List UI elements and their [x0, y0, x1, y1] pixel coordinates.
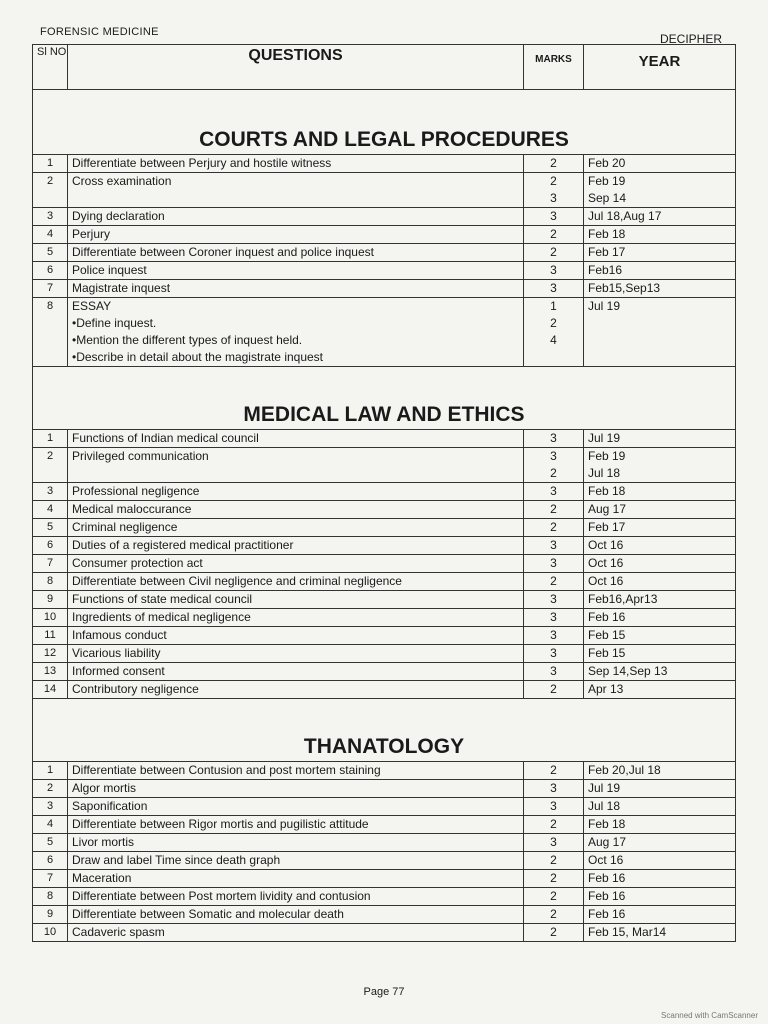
question-cell [68, 173, 524, 208]
question-line: Differentiate between Post mortem lividity and contusion [72, 889, 371, 903]
table-row [33, 762, 736, 780]
question-cell [68, 888, 524, 906]
marks-line: 2 [550, 466, 557, 480]
marks-cell [524, 244, 584, 262]
marks-line: 3 [550, 556, 557, 570]
year-line: Aug 17 [588, 502, 627, 516]
question-cell [68, 834, 524, 852]
marks-line: 3 [550, 449, 557, 463]
question-cell [68, 483, 524, 501]
page-number: Page 77 [363, 986, 405, 998]
marks-line: 3 [550, 628, 557, 642]
question-line: Infamous conduct [72, 628, 167, 642]
year-line: Oct 16 [588, 574, 624, 588]
year-cell [584, 555, 736, 573]
question-line: Perjury [72, 227, 111, 241]
year-line: Sep 14,Sep 13 [588, 664, 668, 678]
year-cell [584, 262, 736, 280]
question-cell [68, 780, 524, 798]
question-line: Magistrate inquest [72, 281, 171, 295]
year-line: Oct 16 [588, 538, 624, 552]
year-line: Jul 19 [588, 299, 621, 313]
year-line: Feb 19 [588, 174, 626, 188]
question-line: ESSAY [72, 299, 112, 313]
question-cell [68, 681, 524, 699]
question-line: Livor mortis [72, 835, 135, 849]
year-cell [584, 173, 736, 208]
year-line: Jul 18,Aug 17 [588, 209, 662, 223]
question-cell [68, 298, 524, 367]
serial-number: 14 [33, 681, 68, 699]
question-line: Vicarious liability [72, 646, 161, 660]
year-line: Oct 16 [588, 853, 624, 867]
year-line: Feb 15 [588, 628, 626, 642]
marks-line: 2 [550, 871, 557, 885]
year-line: Feb 20 [588, 156, 626, 170]
marks-header: MARKS [524, 45, 584, 90]
marks-cell [524, 798, 584, 816]
serial-number: 10 [33, 609, 68, 627]
subject-title: FORENSIC MEDICINE [40, 26, 159, 38]
year-cell [584, 483, 736, 501]
table-row [33, 906, 736, 924]
marks-line: 2 [550, 227, 557, 241]
year-line: Feb15,Sep13 [588, 281, 661, 295]
serial-number: 11 [33, 627, 68, 645]
question-line: Differentiate between Civil negligence and criminal negligence [72, 574, 402, 588]
marks-line: 3 [550, 781, 557, 795]
table-row [33, 519, 736, 537]
question-cell [68, 762, 524, 780]
serial-number: 8 [33, 573, 68, 591]
question-cell [68, 816, 524, 834]
year-line: Feb 15, Mar14 [588, 925, 667, 939]
question-cell [68, 448, 524, 483]
questions-header: QUESTIONS [68, 45, 524, 90]
year-cell [584, 888, 736, 906]
year-cell [584, 519, 736, 537]
marks-cell [524, 816, 584, 834]
year-line: Jul 18 [588, 799, 621, 813]
question-line: Professional negligence [72, 484, 200, 498]
table-row [33, 852, 736, 870]
marks-line: 2 [550, 763, 557, 777]
year-header: YEAR [584, 45, 736, 90]
table-row [33, 501, 736, 519]
question-line: Criminal negligence [72, 520, 178, 534]
question-line: Privileged communication [72, 449, 209, 463]
question-cell [68, 906, 524, 924]
question-cell [68, 609, 524, 627]
serial-number: 6 [33, 852, 68, 870]
marks-cell [524, 173, 584, 208]
serial-number: 4 [33, 816, 68, 834]
serial-number: 1 [33, 155, 68, 173]
year-line: Feb 16 [588, 871, 626, 885]
question-line: Saponification [72, 799, 148, 813]
year-line: Aug 17 [588, 835, 627, 849]
question-line: Informed consent [72, 664, 165, 678]
question-cell [68, 924, 524, 942]
marks-cell [524, 852, 584, 870]
serial-number: 10 [33, 924, 68, 942]
serial-number: 3 [33, 208, 68, 226]
question-line: Consumer protection act [72, 556, 203, 570]
table-row [33, 537, 736, 555]
year-cell [584, 208, 736, 226]
marks-line: 3 [550, 799, 557, 813]
table-row [33, 298, 736, 367]
question-cell [68, 280, 524, 298]
serial-number: 1 [33, 762, 68, 780]
marks-line: 3 [550, 664, 557, 678]
year-line: Oct 16 [588, 556, 624, 570]
marks-line: 3 [550, 281, 557, 295]
table-row [33, 448, 736, 483]
year-line: Feb16,Apr13 [588, 592, 658, 606]
year-cell [584, 906, 736, 924]
question-line: Functions of Indian medical council [72, 431, 259, 445]
question-cell [68, 226, 524, 244]
year-cell [584, 816, 736, 834]
question-line: Medical maloccurance [72, 502, 192, 516]
marks-line: 2 [550, 817, 557, 831]
year-cell [584, 298, 736, 367]
year-line: Jul 19 [588, 431, 621, 445]
table-row [33, 173, 736, 208]
marks-cell [524, 780, 584, 798]
marks-cell [524, 663, 584, 681]
question-line: Differentiate between Perjury and hostile witness [72, 156, 332, 170]
question-cell [68, 573, 524, 591]
table-row [33, 155, 736, 173]
marks-line: 3 [550, 431, 557, 445]
year-cell [584, 226, 736, 244]
marks-line: 2 [550, 853, 557, 867]
question-line: Differentiate between Rigor mortis and pugilistic attitude [72, 817, 369, 831]
marks-line: 2 [550, 174, 557, 188]
year-cell [584, 501, 736, 519]
question-line: Functions of state medical council [72, 592, 253, 606]
marks-cell [524, 483, 584, 501]
year-cell [584, 244, 736, 262]
table-row [33, 430, 736, 448]
question-cell [68, 591, 524, 609]
question-table-container [32, 44, 736, 942]
serial-number: 2 [33, 780, 68, 798]
year-cell [584, 430, 736, 448]
table-row [33, 483, 736, 501]
question-cell [68, 501, 524, 519]
table-row [33, 870, 736, 888]
year-cell [584, 448, 736, 483]
marks-cell [524, 924, 584, 942]
serial-number: 13 [33, 663, 68, 681]
serial-number: 9 [33, 906, 68, 924]
year-line: Feb 16 [588, 889, 626, 903]
marks-line: 2 [550, 574, 557, 588]
year-line: Feb 19 [588, 449, 626, 463]
marks-cell [524, 555, 584, 573]
marks-line: 3 [550, 484, 557, 498]
marks-line: 2 [550, 316, 557, 330]
marks-cell [524, 430, 584, 448]
year-line: Feb 17 [588, 520, 626, 534]
serial-number: 1 [33, 430, 68, 448]
serial-number: 7 [33, 870, 68, 888]
serial-number: 6 [33, 537, 68, 555]
marks-line: 3 [550, 592, 557, 606]
serial-number: 2 [33, 173, 68, 208]
question-line: •Mention the different types of inquest held. [72, 333, 303, 347]
marks-line: 2 [550, 682, 557, 696]
table-row [33, 609, 736, 627]
question-line: Police inquest [72, 263, 147, 277]
marks-cell [524, 834, 584, 852]
marks-line: 3 [550, 191, 557, 205]
marks-line: 2 [550, 245, 557, 259]
marks-cell [524, 208, 584, 226]
marks-line: 2 [550, 889, 557, 903]
marks-cell [524, 645, 584, 663]
serial-number: 4 [33, 226, 68, 244]
serial-number: 6 [33, 262, 68, 280]
marks-line: 4 [550, 333, 557, 347]
year-cell [584, 280, 736, 298]
question-cell [68, 262, 524, 280]
year-cell [584, 537, 736, 555]
question-line: •Define inquest. [72, 316, 157, 330]
question-line: Duties of a registered medical practitioner [72, 538, 294, 552]
question-cell [68, 627, 524, 645]
table-row [33, 780, 736, 798]
question-cell [68, 852, 524, 870]
year-cell [584, 609, 736, 627]
year-line: Apr 13 [588, 682, 624, 696]
serial-number: 8 [33, 298, 68, 367]
table-row [33, 280, 736, 298]
marks-cell [524, 448, 584, 483]
table-row [33, 663, 736, 681]
year-cell [584, 591, 736, 609]
question-line: Differentiate between Coroner inquest and police inquest [72, 245, 374, 259]
marks-line: 2 [550, 925, 557, 939]
year-line: Feb16 [588, 263, 623, 277]
marks-cell [524, 591, 584, 609]
marks-cell [524, 870, 584, 888]
scanner-watermark: Scanned with CamScanner [661, 1011, 758, 1020]
table-row [33, 816, 736, 834]
year-cell [584, 834, 736, 852]
year-line: Feb 20,Jul 18 [588, 763, 661, 777]
table-row [33, 798, 736, 816]
marks-line: 3 [550, 538, 557, 552]
year-cell [584, 798, 736, 816]
year-line: Feb 16 [588, 907, 626, 921]
marks-line: 2 [550, 520, 557, 534]
serial-number: 5 [33, 244, 68, 262]
section-title: COURTS AND LEGAL PROCEDURES [33, 90, 736, 155]
question-line: Dying declaration [72, 209, 165, 223]
marks-cell [524, 537, 584, 555]
year-line: Sep 14 [588, 191, 627, 205]
serial-number: 4 [33, 501, 68, 519]
question-cell [68, 430, 524, 448]
section-title: MEDICAL LAW AND ETHICS [33, 367, 736, 430]
year-cell [584, 663, 736, 681]
year-line: Jul 18 [588, 466, 621, 480]
year-cell [584, 780, 736, 798]
section-title-row [33, 699, 736, 762]
marks-cell [524, 226, 584, 244]
question-line: Draw and label Time since death graph [72, 853, 281, 867]
marks-cell [524, 573, 584, 591]
marks-line: 2 [550, 156, 557, 170]
year-line: Jul 19 [588, 781, 621, 795]
year-line: Feb 17 [588, 245, 626, 259]
question-cell [68, 870, 524, 888]
serial-number: 3 [33, 798, 68, 816]
serial-number: 3 [33, 483, 68, 501]
year-line: Feb 16 [588, 610, 626, 624]
year-cell [584, 924, 736, 942]
question-line: Cross examination [72, 174, 172, 188]
marks-cell [524, 298, 584, 367]
marks-cell [524, 519, 584, 537]
marks-cell [524, 280, 584, 298]
question-line: Cadaveric spasm [72, 925, 165, 939]
table-row [33, 244, 736, 262]
year-cell [584, 852, 736, 870]
serial-number: 8 [33, 888, 68, 906]
marks-cell [524, 155, 584, 173]
marks-line: 3 [550, 263, 557, 277]
serial-number: 9 [33, 591, 68, 609]
question-cell [68, 537, 524, 555]
year-cell [584, 627, 736, 645]
table-row [33, 645, 736, 663]
serial-number: 12 [33, 645, 68, 663]
table-row [33, 573, 736, 591]
table-row [33, 262, 736, 280]
serial-number: 5 [33, 519, 68, 537]
year-line: Feb 18 [588, 817, 626, 831]
table-row [33, 555, 736, 573]
marks-line: 1 [550, 299, 557, 313]
table-row [33, 888, 736, 906]
year-line: Feb 15 [588, 646, 626, 660]
marks-line: 2 [550, 502, 557, 516]
question-cell [68, 208, 524, 226]
sl-no-header: Sl NO [33, 45, 68, 90]
serial-number: 2 [33, 448, 68, 483]
marks-line: 3 [550, 610, 557, 624]
serial-number: 7 [33, 280, 68, 298]
table-row [33, 627, 736, 645]
question-line: Differentiate between Somatic and molecular death [72, 907, 344, 921]
table-row [33, 834, 736, 852]
marks-line: 3 [550, 646, 557, 660]
marks-cell [524, 609, 584, 627]
marks-line: 3 [550, 209, 557, 223]
marks-cell [524, 762, 584, 780]
year-cell [584, 762, 736, 780]
question-line: Contributory negligence [72, 682, 199, 696]
section-title-row [33, 90, 736, 155]
marks-cell [524, 262, 584, 280]
marks-cell [524, 888, 584, 906]
marks-line: 2 [550, 907, 557, 921]
question-line: Differentiate between Contusion and post mortem staining [72, 763, 381, 777]
question-cell [68, 244, 524, 262]
serial-number: 7 [33, 555, 68, 573]
table-row [33, 208, 736, 226]
section-title-row [33, 367, 736, 430]
year-line: Feb 18 [588, 227, 626, 241]
question-line: Maceration [72, 871, 132, 885]
marks-cell [524, 627, 584, 645]
year-cell [584, 681, 736, 699]
question-line: Ingredients of medical negligence [72, 610, 251, 624]
marks-cell [524, 681, 584, 699]
question-cell [68, 555, 524, 573]
question-cell [68, 663, 524, 681]
marks-cell [524, 906, 584, 924]
question-line: Algor mortis [72, 781, 137, 795]
marks-cell [524, 501, 584, 519]
year-cell [584, 645, 736, 663]
table-row [33, 924, 736, 942]
question-cell [68, 519, 524, 537]
table-row [33, 591, 736, 609]
marks-line: 3 [550, 835, 557, 849]
section-title: THANATOLOGY [33, 699, 736, 762]
table-row [33, 681, 736, 699]
table-header-row [33, 45, 736, 90]
year-line: Feb 18 [588, 484, 626, 498]
serial-number: 5 [33, 834, 68, 852]
year-cell [584, 155, 736, 173]
year-cell [584, 870, 736, 888]
table-row [33, 226, 736, 244]
question-line: •Describe in detail about the magistrate inquest [72, 350, 324, 364]
question-cell [68, 155, 524, 173]
question-cell [68, 798, 524, 816]
question-cell [68, 645, 524, 663]
brand-name: DECIPHER [659, 32, 722, 46]
question-table [32, 44, 736, 942]
year-cell [584, 573, 736, 591]
